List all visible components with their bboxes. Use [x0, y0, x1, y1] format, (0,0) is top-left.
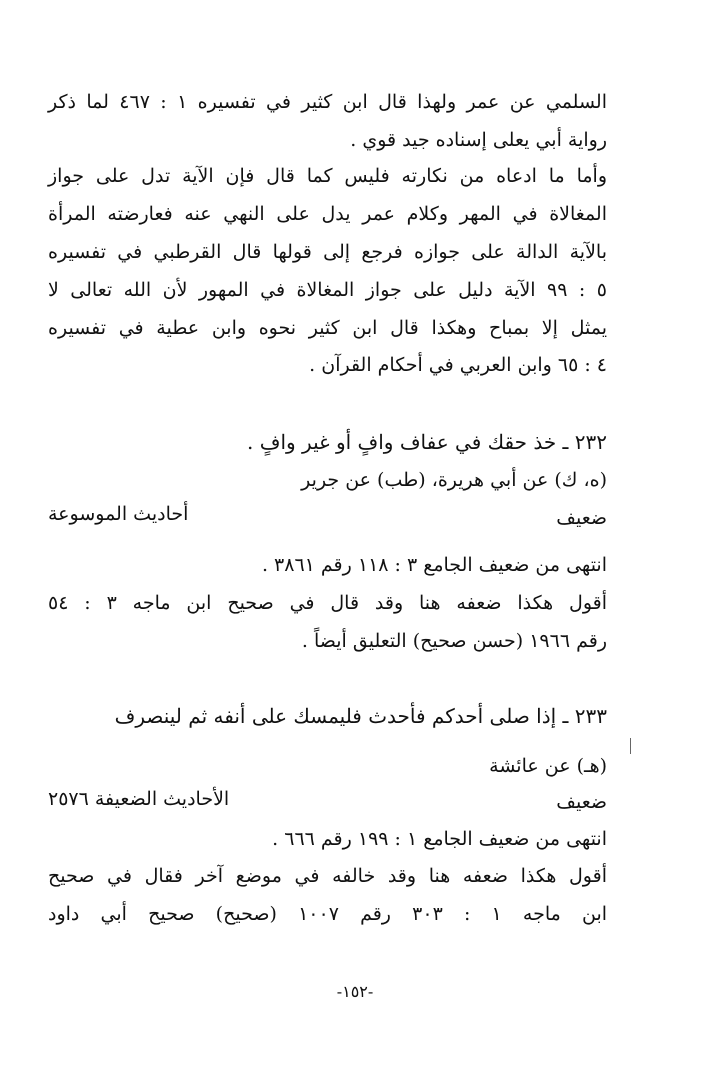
hadith-232-text: ٢٣٢ ـ خذ حقك في عفاف وافٍ أو غير وافٍ .	[247, 430, 607, 454]
hadith-233-note-1: انتهى من ضعيف الجامع ١ : ١٩٩ رقم ٦٦٦ .	[272, 828, 607, 850]
intro-line-1: السلمي عن عمر ولهذا قال ابن كثير في تفسيره ١ : ٤٦٧ لما ذكر	[48, 91, 607, 113]
margin-mark	[630, 738, 631, 754]
intro-line-8: ٤ : ٦٥ وابن العربي في أحكام القرآن .	[309, 354, 607, 376]
hadith-232-grade: ضعيف	[556, 507, 607, 529]
intro-line-4: المغالاة في المهر وكلام عمر يدل على النهي عنه فعارضته المرأة	[48, 203, 607, 225]
page-number: -١٥٢-	[336, 982, 374, 1001]
hadith-233-note-2: أقول هكذا ضعفه هنا وقد خالفه في موضع آخر فقال في صحيح	[48, 865, 607, 887]
hadith-232-collection: أحاديث الموسوعة	[48, 503, 189, 525]
hadith-232-note-2: أقول هكذا ضعفه هنا وقد قال في صحيح ابن ماجه ٣ : ٥٤	[48, 592, 607, 614]
hadith-233-note-3: ابن ماجه ١ : ٣٠٣ رقم ١٠٠٧ (صحيح) صحيح أبي داود	[48, 903, 608, 925]
intro-line-6: ٥ : ٩٩ الآية دليل على جواز المغالاة في المهور لأن الله تعالى لا	[48, 279, 608, 301]
hadith-232-sources: (ه، ك) عن أبي هريرة، (طب) عن جرير	[301, 469, 607, 491]
intro-line-2: رواية أبي يعلى إسناده جيد قوي .	[350, 129, 607, 151]
hadith-232-note-1: انتهى من ضعيف الجامع ٣ : ١١٨ رقم ٣٨٦١ .	[261, 554, 607, 576]
intro-line-3: وأما ما ادعاه من نكارته فليس كما قال فإن الآية تدل على جواز	[48, 165, 607, 187]
hadith-232-note-3: رقم ١٩٦٦ (حسن صحيح) التعليق أيضاً .	[301, 630, 607, 652]
hadith-233-text: ٢٣٣ ـ إذا صلى أحدكم فأحدث فليمسك على أنفه ثم لينصرف	[114, 704, 607, 728]
hadith-233-collection: الأحاديث الضعيفة ٢٥٧٦	[48, 788, 230, 810]
intro-line-5: بالآية الدالة على جوازه فرجع إلى قولها قال القرطبي في تفسيره	[48, 241, 607, 263]
hadith-233-grade: ضعيف	[556, 791, 607, 813]
intro-line-7: يمثل إلا بمباح وهكذا قال ابن كثير نحوه وابن عطية في تفسيره	[48, 317, 607, 339]
hadith-233-sources: (هـ) عن عائشة	[489, 755, 607, 777]
